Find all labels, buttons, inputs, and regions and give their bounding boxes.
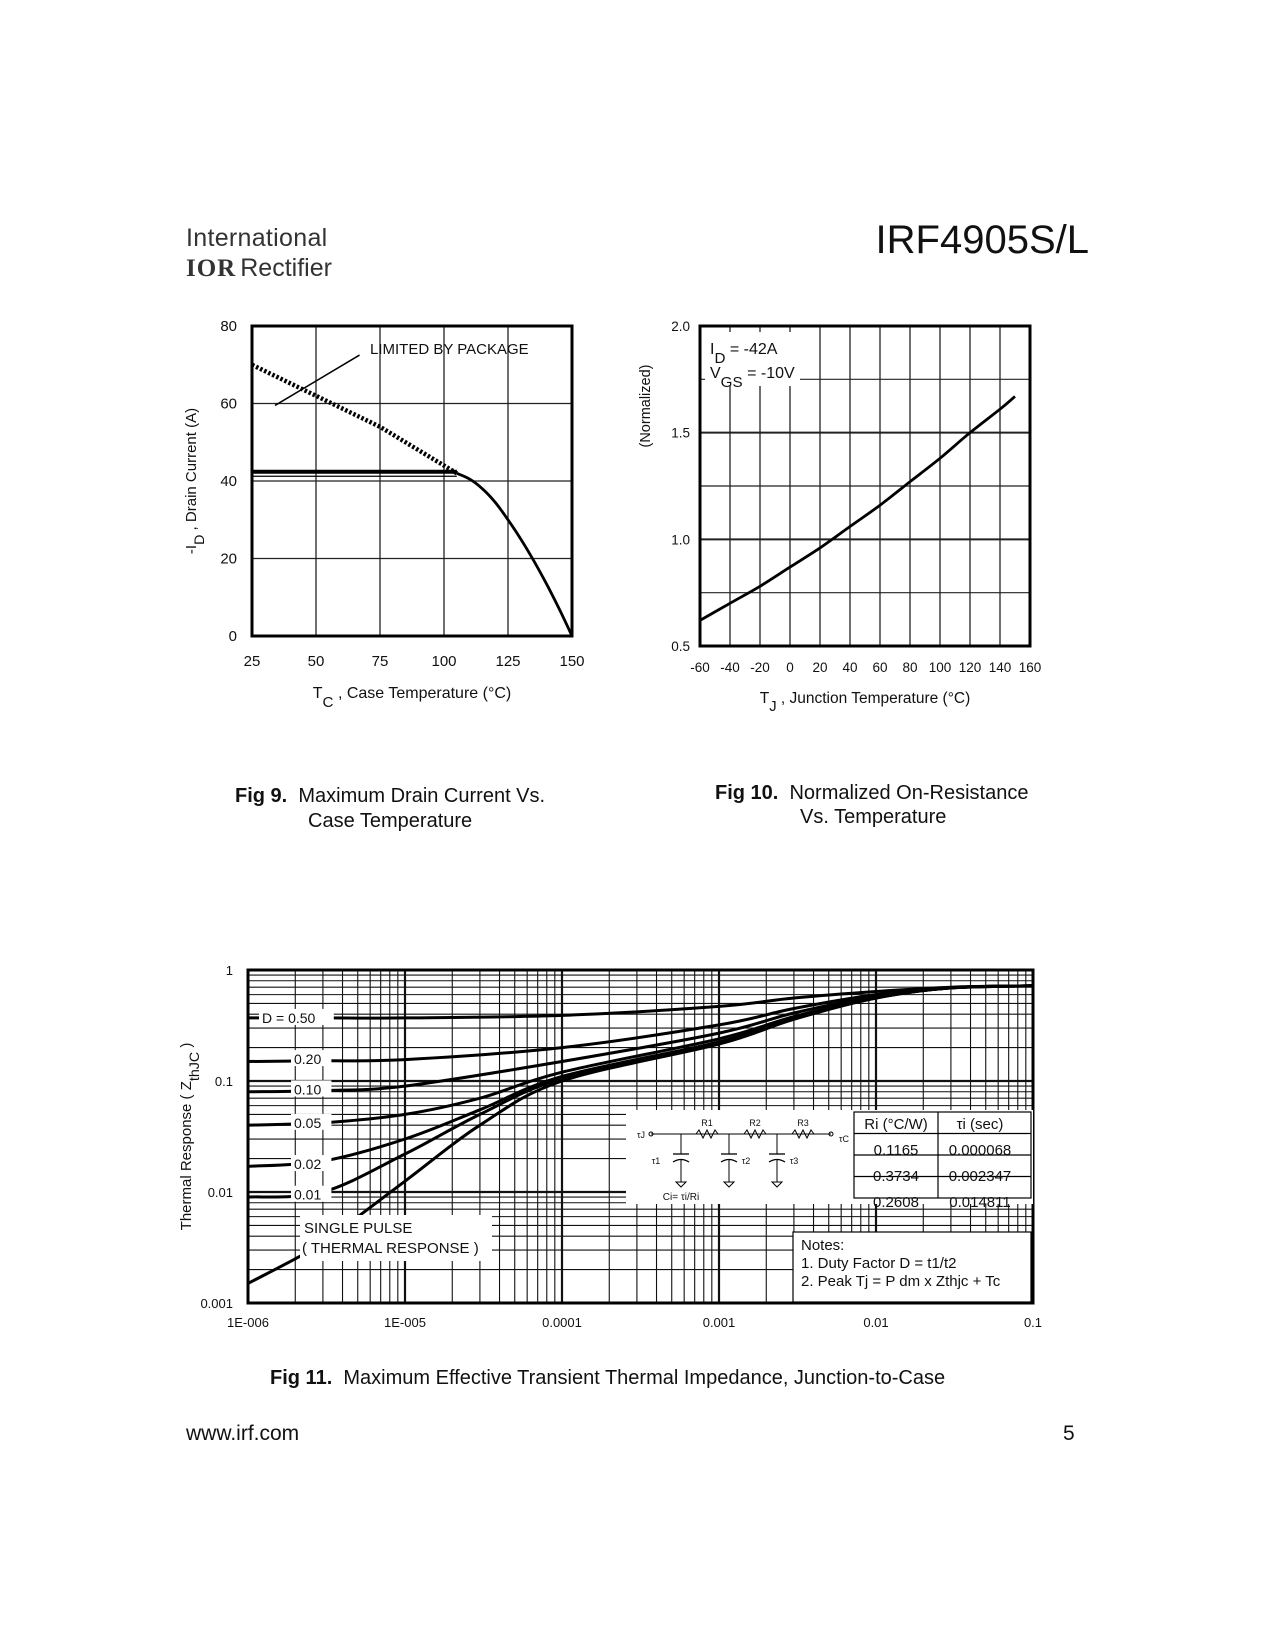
fig9-caption [235, 785, 545, 808]
x-tick-label: 0 [786, 660, 794, 675]
table-cell: 0.002347 [948, 1168, 1012, 1185]
x-tick-label: 150 [559, 653, 585, 670]
duty-label: D = 0.50 [262, 1009, 316, 1026]
duty-label: 0.05 [294, 1114, 322, 1131]
tau-label: τ1 [651, 1156, 661, 1166]
fig11-caption-num: Fig 11. [270, 1367, 333, 1389]
resistor-label: R2 [749, 1118, 761, 1128]
table-cell: 0.000068 [948, 1142, 1012, 1159]
fig9-chart [180, 320, 620, 730]
fig10-ylabel-line2: (Normalized) [638, 364, 654, 448]
series-derating-curve [457, 473, 572, 636]
table-cell: 0.2608 [873, 1194, 919, 1211]
x-tick-label: -40 [720, 660, 740, 675]
fig9-xlabel: $T_C$ , Case Temperature (°C) [312, 685, 512, 711]
series-package-limit-dotted [252, 365, 457, 474]
table-header: τi (sec) [956, 1116, 1004, 1133]
note-item: 1. Duty Factor D = t1/t2 [801, 1255, 957, 1272]
brand-name: International [186, 224, 328, 252]
tau-label: τC [838, 1134, 850, 1144]
brand-rectifier: Rectifier [240, 254, 332, 282]
x-tick-label: 50 [307, 653, 325, 670]
fig11-ylabel: Thermal Response ( $Z_{thJC}$ ) [178, 1042, 203, 1231]
footer-url[interactable]: www.irf.com [186, 1422, 300, 1445]
x-tick-label: 20 [812, 660, 828, 675]
table-cell: 0.1165 [873, 1142, 919, 1159]
duty-label: 0.01 [294, 1186, 322, 1203]
x-tick-label: 0.001 [702, 1315, 736, 1330]
single-pulse-label-2: ( THERMAL RESPONSE ) [302, 1240, 479, 1257]
x-tick-label: 0.01 [863, 1315, 889, 1330]
part-number: IRF4905S/L [875, 218, 1089, 262]
resistor-label: R1 [701, 1118, 713, 1128]
y-tick-label: 20 [220, 550, 237, 568]
x-tick-label: 120 [958, 660, 982, 675]
condition-vgs: $V_{GS} = -10V$ [710, 365, 795, 391]
x-tick-label: 25 [243, 653, 261, 670]
y-tick-label: 40 [220, 473, 237, 490]
fig10-chart [635, 320, 1095, 750]
x-tick-label: 1E-005 [384, 1315, 426, 1330]
y-tick-label: 2.0 [671, 320, 690, 334]
y-tick-label: 80 [220, 320, 237, 335]
fig11-caption [270, 1367, 945, 1390]
series-rds-on [700, 396, 1015, 620]
condition-id: $I_D = -42A$ [710, 341, 778, 367]
fig10-caption-line1: Normalized On-Resistance [789, 782, 1029, 804]
x-tick-label: 40 [842, 660, 858, 675]
x-tick-label: -60 [690, 660, 710, 675]
fig9-caption-line2: Case Temperature [308, 810, 473, 832]
x-tick-label: 160 [1018, 660, 1042, 675]
note-item: 2. Peak Tj = P dm x Zthjc + Tc [801, 1273, 1001, 1290]
x-tick-label: 140 [988, 660, 1012, 675]
x-tick-label: 1E-006 [227, 1315, 269, 1330]
series-duty-0.20 [248, 986, 1033, 1062]
y-tick-label: 1 [225, 963, 233, 978]
fig10-xlabel: $T_J$ , Junction Temperature (°C) [759, 690, 971, 715]
single-pulse-label: SINGLE PULSE [304, 1220, 413, 1237]
tau-label: τ3 [789, 1156, 799, 1166]
fig10-caption-line2: Vs. Temperature [800, 806, 947, 828]
circuit-formula: Ci= τi/Ri [662, 1192, 700, 1203]
y-tick-label: 0.5 [671, 639, 690, 654]
duty-label: 0.02 [294, 1156, 322, 1173]
fig10-caption [715, 782, 1028, 805]
y-tick-label: 1.5 [671, 425, 690, 441]
y-tick-label: 1.0 [671, 532, 690, 548]
fig9-ylabel: $-I_D$ , Drain Current (A) [183, 407, 208, 555]
brand-mark: IOR [186, 255, 237, 282]
fig9-caption-num: Fig 9. [235, 785, 288, 807]
table-header: Ri (°C/W) [864, 1116, 928, 1133]
x-tick-label: 125 [495, 653, 521, 670]
fig9-caption-line1: Maximum Drain Current Vs. [298, 785, 546, 807]
table-cell: 0.3734 [873, 1168, 919, 1185]
x-tick-label: 100 [431, 653, 457, 670]
table-cell: 0.014811 [949, 1194, 1011, 1211]
y-tick-label: 60 [220, 395, 237, 413]
notes-title: Notes: [801, 1237, 845, 1254]
fig10-caption-num: Fig 10. [715, 782, 779, 804]
x-tick-label: 60 [872, 660, 888, 675]
brand-logo [186, 254, 332, 283]
resistor-label: R3 [797, 1118, 809, 1128]
y-tick-label: 0.001 [200, 1296, 233, 1311]
fig11-caption-line1: Maximum Effective Transient Thermal Impedance, Junction-to-Case [343, 1367, 946, 1389]
duty-label: 0.10 [294, 1081, 322, 1098]
x-tick-label: 80 [902, 660, 918, 675]
y-tick-label: 0 [228, 628, 237, 645]
tau-label: τJ [636, 1130, 646, 1140]
y-tick-label: 0.1 [214, 1074, 233, 1089]
tau-label: τ2 [741, 1156, 751, 1166]
duty-label: 0.20 [294, 1051, 322, 1068]
fig11-chart [175, 910, 1105, 1345]
series-duty-0.05 [248, 986, 1033, 1125]
x-tick-label: 75 [371, 653, 389, 670]
annotation-limited-by-package: LIMITED BY PACKAGE [370, 341, 529, 358]
x-tick-label: 0.0001 [542, 1315, 582, 1330]
x-tick-label: 0.1 [1023, 1315, 1043, 1330]
y-tick-label: 0.01 [207, 1185, 233, 1200]
x-tick-label: -20 [750, 660, 770, 675]
x-tick-label: 100 [928, 660, 952, 675]
page-number: 5 [1063, 1422, 1075, 1445]
